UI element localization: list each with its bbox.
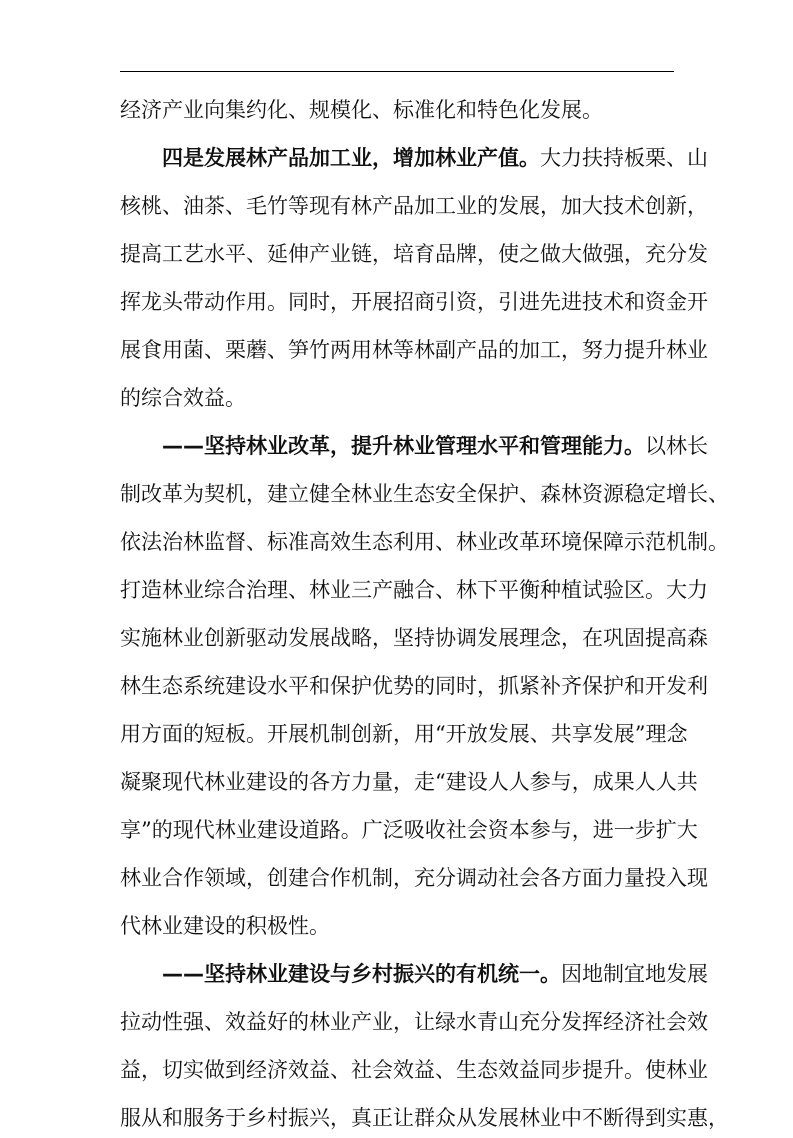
paragraph-4-line-1: [162, 954, 708, 994]
paragraph-4-lead: ——坚持林业建设与乡村振兴的有机统一。: [162, 962, 561, 986]
paragraph-2-line-1: [162, 138, 708, 178]
paragraph-4-line-2: 拉动性强、效益好的林业产业，让绿水青山充分发挥经济社会效: [120, 1010, 708, 1034]
header-rule: [120, 71, 674, 72]
paragraph-2-line-3: 提高工艺水平、延伸产业链，培育品牌，使之做大做强，充分发: [120, 242, 708, 266]
paragraph-3-line-2: 制改革为契机，建立健全林业生态安全保护、森林资源稳定增长、: [120, 482, 729, 506]
paragraph-2-text-start: 大力扶持板栗、山: [540, 146, 708, 170]
paragraph-3-lead: ——坚持林业改革，提升林业管理水平和管理能力。: [162, 434, 645, 458]
paragraph-2-lead: 四是发展林产品加工业，增加林业产值。: [162, 146, 540, 170]
paragraph-3-line-4: 打造林业综合治理、林业三产融合、林下平衡种植试验区。大力: [120, 578, 708, 602]
paragraph-3-line-5: 实施林业创新驱动发展战略，坚持协调发展理念，在巩固提高森: [120, 626, 708, 650]
paragraph-3-line-7: 用方面的短板。开展机制创新，用“开放发展、共享发展”理念: [120, 722, 688, 746]
paragraph-2-line-6: 的综合效益。: [120, 386, 246, 410]
paragraph-3-line-3: 依法治林监督、标准高效生态利用、林业改革环境保障示范机制。: [120, 530, 729, 554]
paragraph-3-text-start: 以林长: [645, 434, 708, 458]
paragraph-4-line-3: 益，切实做到经济效益、社会效益、生态效益同步提升。使林业: [120, 1058, 708, 1082]
paragraph-4-text-start: 因地制宜地发展: [561, 962, 708, 986]
paragraph-3-line-8: 凝聚现代林业建设的各方力量，走“建设人人参与，成果人人共: [120, 770, 698, 794]
paragraph-2-line-4: 挥龙头带动作用。同时，开展招商引资，引进先进技术和资金开: [120, 290, 708, 314]
paragraph-3-line-10: 林业合作领域，创建合作机制，充分调动社会各方面力量投入现: [120, 866, 708, 890]
paragraph-3-line-6: 林生态系统建设水平和保护优势的同时，抓紧补齐保护和开发利: [120, 674, 708, 698]
paragraph-2-line-5: 展食用菌、栗蘑、笋竹两用林等林副产品的加工，努力提升林业: [120, 338, 708, 362]
paragraph-4-line-4: 服从和服务于乡村振兴，真正让群众从发展林业中不断得到实惠，: [120, 1106, 729, 1130]
paragraph-1-line-1: 经济产业向集约化、规模化、标准化和特色化发展。: [120, 98, 603, 122]
paragraph-3-line-1: [162, 426, 708, 466]
paragraph-3-line-11: 代林业建设的积极性。: [120, 914, 330, 938]
paragraph-3-line-9: 享”的现代林业建设道路。广泛吸收社会资本参与，进一步扩大: [120, 818, 698, 842]
paragraph-2-line-2: 核桃、油茶、毛竹等现有林产品加工业的发展，加大技术创新，: [120, 194, 708, 218]
